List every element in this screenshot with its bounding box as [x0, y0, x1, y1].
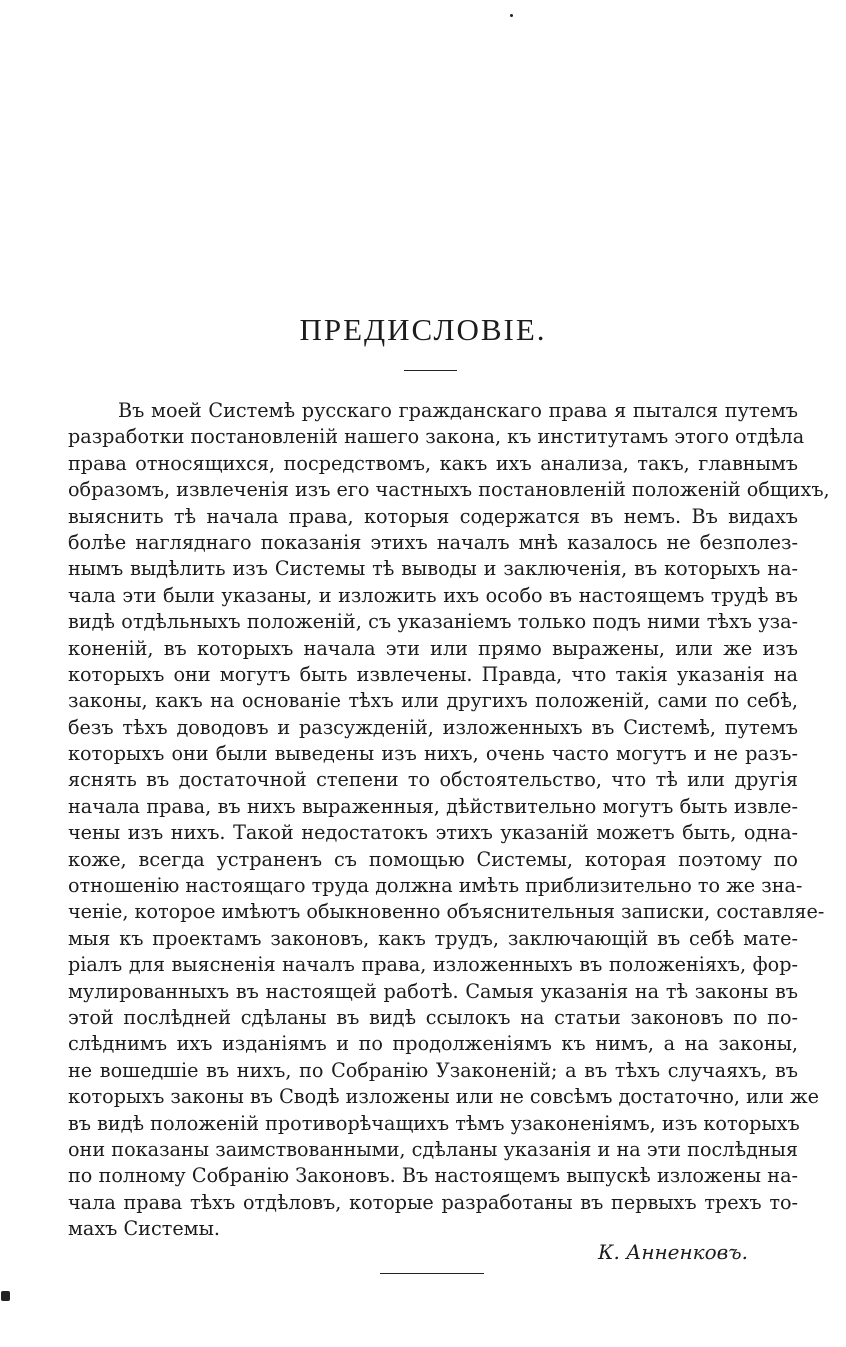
title-divider	[404, 370, 457, 371]
text-line: чены изъ нихъ. Такой недостатокъ этихъ указаній можетъ быть, одна-	[68, 821, 798, 845]
text-line: слѣднимъ ихъ изданіямъ и по продолженіямъ къ нимъ, а на законы,	[68, 1032, 798, 1056]
ink-speck-mark	[510, 14, 513, 17]
text-line: права относящихся, посредствомъ, какъ ихъ анализа, такъ, главнымъ	[68, 451, 798, 475]
text-line: ченіе, которое имѣютъ обыкновенно объяснительныя записки, составляе-	[68, 900, 825, 924]
text-line: безъ тѣхъ доводовъ и разсужденій, изложенныхъ въ Системѣ, путемъ	[68, 715, 798, 739]
closing-divider	[380, 1273, 484, 1274]
text-line: коже, всегда устраненъ съ помощью Системы, которая поэтому по	[68, 847, 798, 871]
text-line: чала эти были указаны, и изложить ихъ особо въ настоящемъ трудѣ въ	[68, 583, 798, 607]
text-line: коненій, въ которыхъ начала эти или прямо выражены, или же изъ	[68, 636, 798, 660]
text-line: начала права, въ нихъ выраженныя, дѣйствительно могутъ быть извле-	[68, 794, 798, 818]
author-signature: К. Анненковъ.	[597, 1240, 748, 1264]
text-line: болѣе нагляднаго показанія этихъ началъ мнѣ казалось не безполез-	[68, 530, 798, 554]
text-line: мулированныхъ въ настоящей работѣ. Самыя указанія на тѣ законы въ	[68, 979, 798, 1003]
text-line: ріалъ для выясненія началъ права, изложенныхъ въ положеніяхъ, фор-	[68, 953, 798, 977]
text-line: разработки постановленій нашего закона, къ институтамъ этого отдѣла	[68, 425, 805, 449]
text-line: Въ моей Системѣ русскаго гражданскаго права я пытался путемъ	[118, 399, 798, 422]
text-line: образомъ, извлеченія изъ его частныхъ постановленій положеній общихъ,	[68, 478, 830, 502]
text-line: они показаны заимствованными, сдѣланы указанія и на эти послѣдныя	[68, 1137, 798, 1161]
text-line: выяснить тѣ начала права, которыя содержатся въ немъ. Въ видахъ	[68, 504, 798, 528]
ink-speck-mark	[1, 1291, 10, 1301]
text-line: которыхъ законы въ Сводѣ изложены или не совсѣмъ достаточно, или же	[68, 1085, 819, 1109]
text-line: которыхъ они были выведены изъ нихъ, очень часто могутъ и не разъ-	[68, 742, 798, 766]
text-line: по полному Собранію Законовъ. Въ настоящемъ выпускѣ изложены на-	[68, 1164, 798, 1188]
text-line: видѣ отдѣльныхъ положеній, съ указаніемъ только подъ ними тѣхъ уза-	[68, 610, 798, 634]
text-line: этой послѣдней сдѣланы въ видѣ ссылокъ на статьи законовъ по по-	[68, 1005, 798, 1029]
text-line: отношенію настоящаго труда должна имѣть приблизительно то же зна-	[68, 874, 803, 898]
text-line: мыя къ проектамъ законовъ, какъ трудъ, заключающій въ себѣ мате-	[68, 926, 798, 950]
text-line: въ видѣ положеній противорѣчащихъ тѣмъ узаконеніямъ, изъ которыхъ	[68, 1111, 800, 1135]
text-line: нымъ выдѣлить изъ Системы тѣ выводы и заключенія, въ которыхъ на-	[68, 557, 798, 581]
text-line: которыхъ они могутъ быть извлечены. Правда, что такія указанія на	[68, 662, 798, 686]
text-line: законы, какъ на основаніе тѣхъ или другихъ положеній, сами по себѣ,	[68, 689, 798, 713]
text-line: чала права тѣхъ отдѣловъ, которые разработаны въ первыхъ трехъ то-	[68, 1190, 798, 1214]
preface-body	[68, 398, 830, 1243]
page-title: ПРЕДИСЛОВІЕ.	[299, 312, 547, 347]
text-line: не вошедшіе въ нихъ, по Собранію Узаконеній; а въ тѣхъ случаяхъ, въ	[68, 1058, 798, 1082]
text-line: яснять въ достаточной степени то обстоятельство, что тѣ или другія	[68, 768, 798, 792]
text-line: махъ Системы.	[68, 1217, 220, 1241]
